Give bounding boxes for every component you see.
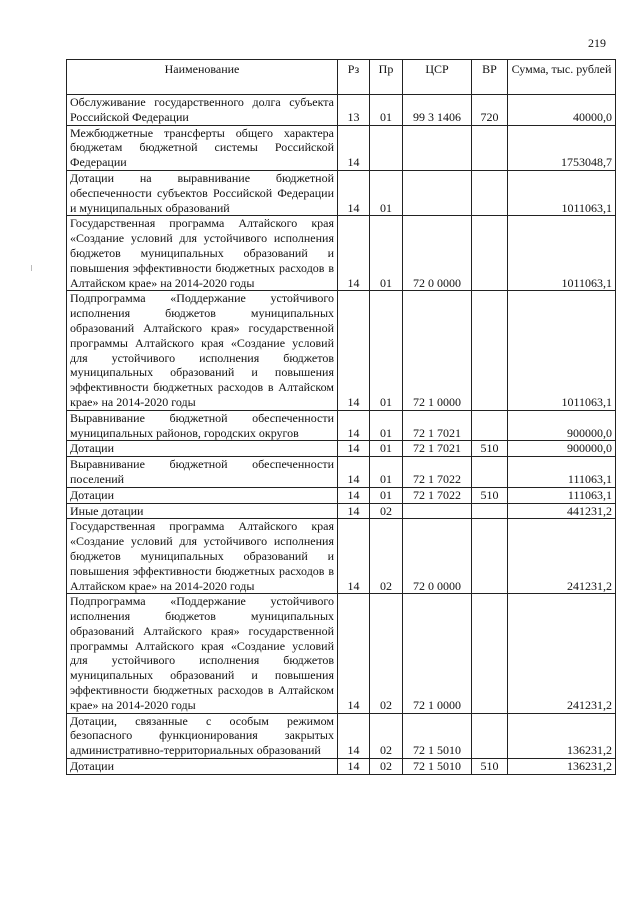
cell-sum: 111063,1 bbox=[508, 487, 616, 503]
cell-vr: 510 bbox=[472, 441, 508, 457]
cell-pr: 01 bbox=[370, 457, 403, 488]
cell-rz: 14 bbox=[338, 457, 370, 488]
cell-csr: 72 0 0000 bbox=[403, 519, 472, 594]
budget-table bbox=[66, 59, 616, 775]
cell-rz: 14 bbox=[338, 216, 370, 291]
cell-rz: 14 bbox=[338, 125, 370, 170]
cell-vr: 510 bbox=[472, 759, 508, 775]
cell-sum: 1753048,7 bbox=[508, 125, 616, 170]
cell-vr bbox=[472, 457, 508, 488]
cell-name: Дотации, связанные с особым режимом безопасного функционирования закрытых административно-территориальных образований bbox=[67, 713, 338, 758]
cell-sum: 241231,2 bbox=[508, 519, 616, 594]
header-pr: Пр bbox=[370, 60, 403, 95]
cell-pr: 01 bbox=[370, 441, 403, 457]
cell-pr: 01 bbox=[370, 291, 403, 410]
cell-pr: 01 bbox=[370, 410, 403, 441]
cell-name: Дотации bbox=[67, 441, 338, 457]
cell-sum: 136231,2 bbox=[508, 759, 616, 775]
header-name: Наименование bbox=[67, 60, 338, 95]
cell-name: Дотации на выравнивание бюджетной обеспеченности субъектов Российской Федерации и муниципальных образований bbox=[67, 170, 338, 215]
margin-mark bbox=[31, 265, 32, 271]
table-row bbox=[67, 594, 616, 713]
cell-name: Подпрограмма «Поддержание устойчивого исполнения бюджетов муниципальных образований Алтайского края» государственной программы Алтайского края «Создание условий для устойчивого исполнения бюджетов муниципальных образований и повышения эффективности бюджетных расходов в Алтайском крае» на 2014-2020 годы bbox=[67, 291, 338, 410]
cell-vr bbox=[472, 713, 508, 758]
table-body bbox=[67, 95, 616, 775]
cell-sum: 441231,2 bbox=[508, 503, 616, 519]
table-row bbox=[67, 457, 616, 488]
cell-sum: 900000,0 bbox=[508, 410, 616, 441]
cell-vr bbox=[472, 503, 508, 519]
cell-rz: 14 bbox=[338, 713, 370, 758]
table-row bbox=[67, 291, 616, 410]
table-row bbox=[67, 713, 616, 758]
cell-rz: 14 bbox=[338, 291, 370, 410]
cell-name: Выравнивание бюджетной обеспеченности поселений bbox=[67, 457, 338, 488]
table-row bbox=[67, 759, 616, 775]
cell-rz: 14 bbox=[338, 759, 370, 775]
cell-sum: 111063,1 bbox=[508, 457, 616, 488]
cell-sum: 241231,2 bbox=[508, 594, 616, 713]
header-sum: Сумма, тыс. рублей bbox=[508, 60, 616, 95]
table-row bbox=[67, 216, 616, 291]
cell-csr: 72 0 0000 bbox=[403, 216, 472, 291]
cell-sum: 1011063,1 bbox=[508, 216, 616, 291]
budget-table-container bbox=[66, 59, 615, 775]
cell-rz: 14 bbox=[338, 503, 370, 519]
table-row bbox=[67, 503, 616, 519]
cell-csr bbox=[403, 503, 472, 519]
cell-pr: 02 bbox=[370, 519, 403, 594]
cell-csr: 72 1 0000 bbox=[403, 291, 472, 410]
cell-vr bbox=[472, 594, 508, 713]
table-row bbox=[67, 170, 616, 215]
cell-vr bbox=[472, 519, 508, 594]
cell-sum: 136231,2 bbox=[508, 713, 616, 758]
cell-vr bbox=[472, 216, 508, 291]
cell-rz: 14 bbox=[338, 519, 370, 594]
header-vr: ВР bbox=[472, 60, 508, 95]
cell-vr bbox=[472, 410, 508, 441]
table-row bbox=[67, 519, 616, 594]
cell-rz: 14 bbox=[338, 410, 370, 441]
cell-csr: 99 3 1406 bbox=[403, 95, 472, 126]
header-rz: Рз bbox=[338, 60, 370, 95]
table-row bbox=[67, 125, 616, 170]
cell-name: Дотации bbox=[67, 487, 338, 503]
cell-csr bbox=[403, 170, 472, 215]
cell-vr: 510 bbox=[472, 487, 508, 503]
cell-name: Государственная программа Алтайского края «Создание условий для устойчивого исполнения бюджетов муниципальных образований и повышения эффективности бюджетных расходов в Алтайском крае» на 2014-2020 годы bbox=[67, 519, 338, 594]
cell-sum: 900000,0 bbox=[508, 441, 616, 457]
cell-pr bbox=[370, 125, 403, 170]
cell-name: Дотации bbox=[67, 759, 338, 775]
header-csr: ЦСР bbox=[403, 60, 472, 95]
cell-pr: 02 bbox=[370, 759, 403, 775]
cell-sum: 1011063,1 bbox=[508, 291, 616, 410]
cell-csr: 72 1 0000 bbox=[403, 594, 472, 713]
cell-csr: 72 1 7021 bbox=[403, 410, 472, 441]
table-row bbox=[67, 410, 616, 441]
table-row bbox=[67, 487, 616, 503]
cell-vr bbox=[472, 291, 508, 410]
table-header-row bbox=[67, 60, 616, 95]
cell-csr: 72 1 7021 bbox=[403, 441, 472, 457]
table-row bbox=[67, 95, 616, 126]
cell-pr: 01 bbox=[370, 95, 403, 126]
cell-name: Государственная программа Алтайского края «Создание условий для устойчивого исполнения бюджетов муниципальных образований и повышения эффективности бюджетных расходов в Алтайском крае» на 2014-2020 годы bbox=[67, 216, 338, 291]
cell-pr: 01 bbox=[370, 170, 403, 215]
cell-sum: 40000,0 bbox=[508, 95, 616, 126]
cell-rz: 13 bbox=[338, 95, 370, 126]
cell-sum: 1011063,1 bbox=[508, 170, 616, 215]
cell-name: Межбюджетные трансферты общего характера бюджетам бюджетной системы Российской Федерации bbox=[67, 125, 338, 170]
cell-name: Иные дотации bbox=[67, 503, 338, 519]
cell-rz: 14 bbox=[338, 170, 370, 215]
cell-pr: 01 bbox=[370, 487, 403, 503]
cell-rz: 14 bbox=[338, 487, 370, 503]
cell-csr bbox=[403, 125, 472, 170]
cell-name: Обслуживание государственного долга субъекта Российской Федерации bbox=[67, 95, 338, 126]
cell-vr: 720 bbox=[472, 95, 508, 126]
cell-csr: 72 1 7022 bbox=[403, 487, 472, 503]
cell-pr: 02 bbox=[370, 713, 403, 758]
table-row bbox=[67, 441, 616, 457]
cell-vr bbox=[472, 125, 508, 170]
cell-pr: 01 bbox=[370, 216, 403, 291]
cell-csr: 72 1 5010 bbox=[403, 713, 472, 758]
page-number: 219 bbox=[588, 36, 606, 50]
cell-csr: 72 1 7022 bbox=[403, 457, 472, 488]
cell-pr: 02 bbox=[370, 594, 403, 713]
cell-name: Подпрограмма «Поддержание устойчивого исполнения бюджетов муниципальных образований Алтайского края» государственной программы Алтайского края «Создание условий для устойчивого исполнения бюджетов муниципальных образований и повышения эффективности бюджетных расходов в Алтайском крае» на 2014-2020 годы bbox=[67, 594, 338, 713]
cell-csr: 72 1 5010 bbox=[403, 759, 472, 775]
cell-rz: 14 bbox=[338, 441, 370, 457]
cell-vr bbox=[472, 170, 508, 215]
cell-name: Выравнивание бюджетной обеспеченности муниципальных районов, городских округов bbox=[67, 410, 338, 441]
cell-pr: 02 bbox=[370, 503, 403, 519]
cell-rz: 14 bbox=[338, 594, 370, 713]
